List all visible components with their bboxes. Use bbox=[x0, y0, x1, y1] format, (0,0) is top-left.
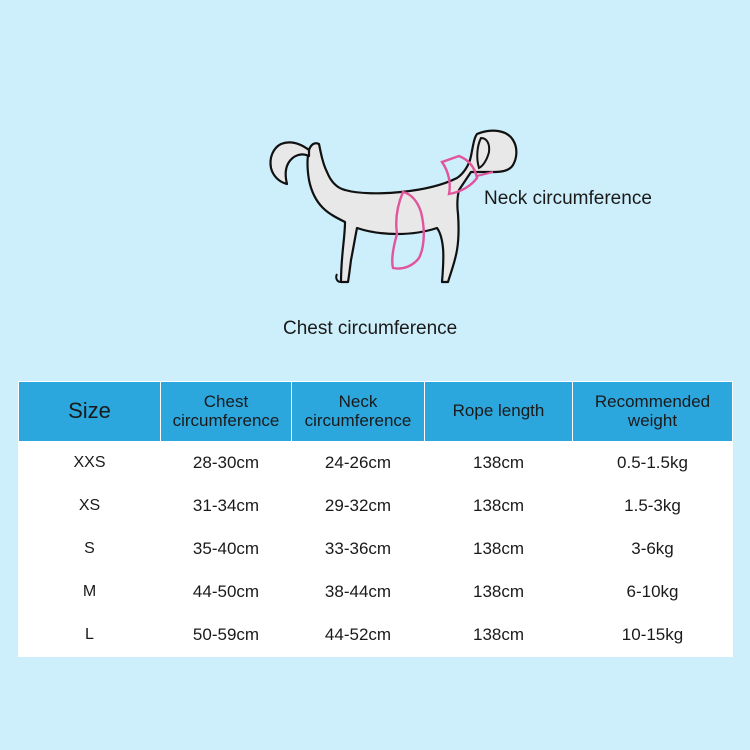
cell-weight: 3-6kg bbox=[573, 528, 733, 571]
cell-size: M bbox=[19, 571, 161, 614]
cell-neck: 24-26cm bbox=[292, 442, 425, 485]
cell-rope: 138cm bbox=[425, 571, 573, 614]
cell-size: L bbox=[19, 614, 161, 657]
cell-rope: 138cm bbox=[425, 442, 573, 485]
cell-chest: 28-30cm bbox=[161, 442, 292, 485]
header-cell-neck bbox=[292, 382, 425, 442]
table-row bbox=[19, 485, 733, 528]
cell-neck: 44-52cm bbox=[292, 614, 425, 657]
header-cell-rope-length bbox=[425, 382, 573, 442]
cell-chest: 44-50cm bbox=[161, 571, 292, 614]
table-row bbox=[19, 614, 733, 657]
cell-weight: 1.5-3kg bbox=[573, 485, 733, 528]
header-cell-chest bbox=[161, 382, 292, 442]
cell-chest: 35-40cm bbox=[161, 528, 292, 571]
header-line-1: Recommended bbox=[594, 391, 711, 411]
table-row bbox=[19, 528, 733, 571]
cell-size: XXS bbox=[19, 442, 161, 485]
cell-size: S bbox=[19, 528, 161, 571]
header-cell-recommended-weight bbox=[573, 382, 733, 442]
header-line-1: Neck bbox=[338, 391, 378, 411]
cell-neck: 38-44cm bbox=[292, 571, 425, 614]
header-cell-size bbox=[19, 382, 161, 442]
cell-weight: 6-10kg bbox=[573, 571, 733, 614]
header-line-1: Chest bbox=[203, 391, 249, 411]
size-table-container bbox=[18, 381, 732, 657]
cell-rope: 138cm bbox=[425, 485, 573, 528]
cell-size: XS bbox=[19, 485, 161, 528]
dog-silhouette-icon bbox=[245, 110, 535, 310]
cell-weight: 0.5-1.5kg bbox=[573, 442, 733, 485]
cell-rope: 138cm bbox=[425, 614, 573, 657]
cell-chest: 31-34cm bbox=[161, 485, 292, 528]
table-header bbox=[19, 382, 733, 442]
cell-neck: 29-32cm bbox=[292, 485, 425, 528]
header-line-1: Size bbox=[68, 398, 111, 424]
cell-rope: 138cm bbox=[425, 528, 573, 571]
header-row bbox=[19, 382, 733, 442]
cell-chest: 50-59cm bbox=[161, 614, 292, 657]
size-table bbox=[18, 381, 733, 657]
cell-neck: 33-36cm bbox=[292, 528, 425, 571]
header-line-2: circumference bbox=[172, 410, 280, 430]
header-line-2: circumference bbox=[304, 410, 412, 430]
neck-circumference-label: Neck circumference bbox=[484, 188, 652, 209]
table-row bbox=[19, 442, 733, 485]
cell-weight: 10-15kg bbox=[573, 614, 733, 657]
header-line-1: Rope length bbox=[452, 401, 545, 421]
table-row bbox=[19, 571, 733, 614]
header-line-2: weight bbox=[627, 410, 678, 430]
chest-circumference-label: Chest circumference bbox=[283, 318, 458, 339]
table-body bbox=[19, 442, 733, 657]
